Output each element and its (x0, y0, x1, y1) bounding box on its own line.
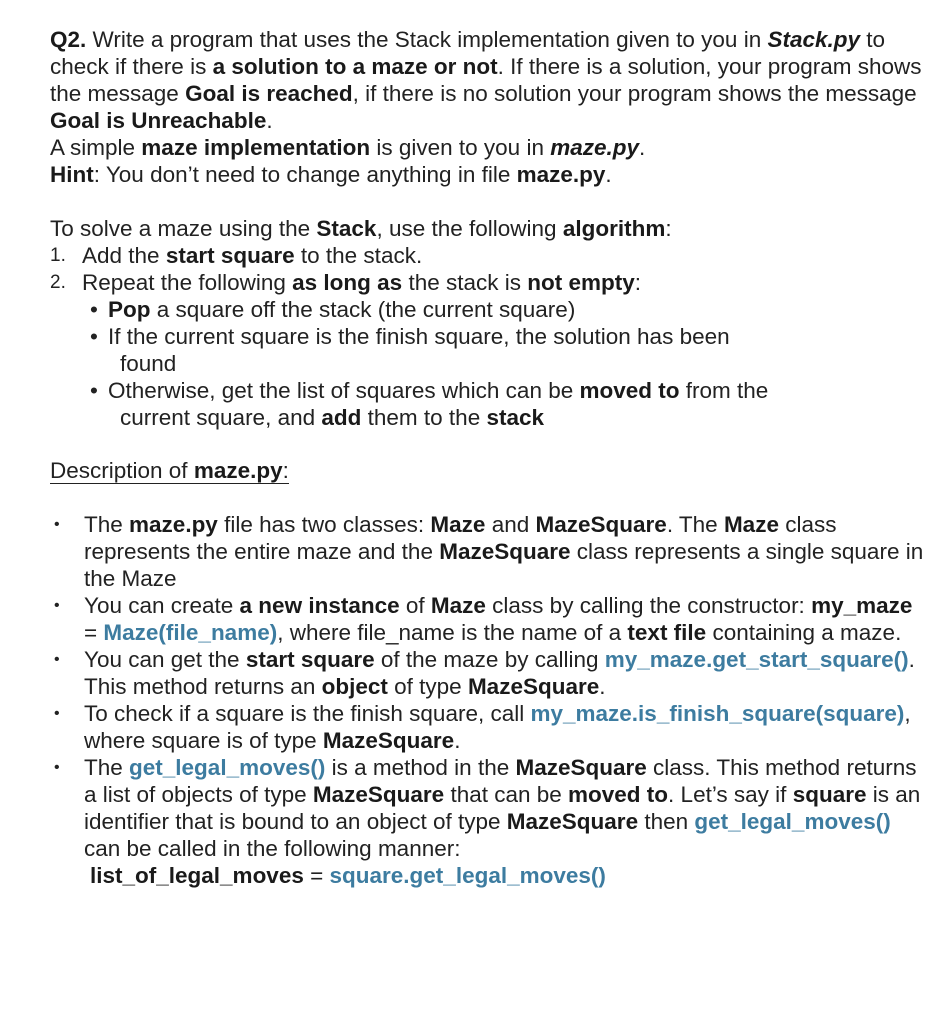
text: a square off the stack (the current square) (150, 297, 576, 322)
bold-text: Goal is Unreachable (50, 108, 267, 133)
text: Otherwise, get the list of squares which can be (108, 378, 580, 403)
text: to check if there is (50, 27, 886, 79)
text: . Let’s say if (668, 782, 793, 807)
text: is a method in the (325, 755, 516, 780)
text: of type (387, 674, 468, 699)
text: and (485, 512, 536, 537)
text: current square, and (120, 405, 322, 430)
bullet: • (54, 651, 60, 668)
text: can be called in the following manner: (84, 836, 461, 861)
text: class represents the entire maze and the (84, 512, 837, 564)
bold-text: add (321, 405, 362, 430)
bullet: • (90, 378, 98, 403)
text: . If there is a solution, your program shows the message (50, 54, 922, 106)
text: is given to you in (370, 135, 551, 160)
text: , use the following (376, 216, 563, 241)
text: from the (679, 378, 769, 403)
list-item (50, 242, 930, 269)
text: To solve a maze using the (50, 216, 317, 241)
bullet: • (54, 705, 60, 722)
bold-text: text file (627, 620, 707, 645)
text: . (639, 135, 646, 160)
text: : (282, 458, 289, 483)
bold-text: my_maze (811, 593, 913, 618)
bold-text: Pop (108, 297, 151, 322)
text: Description of (50, 458, 194, 483)
list-item (50, 269, 930, 431)
bold-text: Goal is reached (185, 81, 353, 106)
bold-text: object (321, 674, 388, 699)
bold-text: algorithm (562, 216, 666, 241)
code-text: square.get_legal_moves() (329, 863, 606, 888)
text: containing a maze. (706, 620, 902, 645)
text: : (665, 216, 672, 241)
question-label: Q2. (50, 27, 87, 52)
algorithm-intro (50, 215, 930, 242)
hint-label: Hint (50, 162, 94, 187)
code-text: my_maze.is_finish_square(square) (530, 701, 905, 726)
bold-text: Maze (723, 512, 779, 537)
algorithm-steps (50, 242, 930, 431)
bold-text: Stack (316, 216, 377, 241)
stack-filename: Stack.py (767, 27, 861, 52)
text: You can create (84, 593, 240, 618)
bullet: • (54, 516, 60, 533)
sub-steps (82, 296, 930, 431)
text: them to the (361, 405, 487, 430)
bold-text: MazeSquare (506, 809, 639, 834)
bold-text: Maze (430, 512, 486, 537)
code-text: get_legal_moves() (129, 755, 326, 780)
text: If the current square is the finish square, the solution has been (108, 324, 730, 349)
text: = (303, 863, 330, 888)
text: : You don’t need to change anything in file (93, 162, 517, 187)
list-item (50, 700, 930, 754)
bold-text: square (792, 782, 867, 807)
bold-text: Maze (430, 593, 486, 618)
code-text: Maze(file_name) (103, 620, 278, 645)
list-item (50, 646, 930, 700)
code-example (84, 862, 930, 889)
text: then (638, 809, 695, 834)
text: . (605, 162, 612, 187)
bold-text: MazeSquare (322, 728, 455, 753)
text: of the maze by calling (374, 647, 605, 672)
text: To check if a square is the finish square, call (84, 701, 531, 726)
step-number: 2. (50, 272, 66, 293)
description-list (50, 511, 930, 889)
bullet: • (90, 297, 98, 322)
bold-text: MazeSquare (467, 674, 600, 699)
bold-text: as long as (292, 270, 403, 295)
bold-text: maze.py (516, 162, 606, 187)
list-item (50, 754, 930, 889)
bold-text: not empty (527, 270, 635, 295)
bold-text: a new instance (239, 593, 400, 618)
text: . The (666, 512, 724, 537)
text: file has two classes: (217, 512, 431, 537)
text: The (84, 755, 130, 780)
text: class represents a single square in the Maze (84, 539, 924, 591)
text: . This method returns an (84, 647, 915, 699)
text: . (266, 108, 273, 133)
text: The (84, 512, 130, 537)
text: , where file_name is the name of a (277, 620, 628, 645)
text: . (599, 674, 606, 699)
bold-text: list_of_legal_moves (90, 863, 304, 888)
bold-text: maze.py (193, 458, 283, 483)
text: , where square is of type (84, 701, 911, 753)
bullet: • (54, 759, 60, 776)
bold-text: a solution to a maze or not (212, 54, 498, 79)
text: the stack is (402, 270, 528, 295)
list-item (90, 377, 930, 431)
bold-text: moved to (579, 378, 680, 403)
bold-text: moved to (568, 782, 669, 807)
bullet: • (54, 597, 60, 614)
list-item (90, 296, 930, 323)
code-text: my_maze.get_start_square() (604, 647, 909, 672)
document (50, 26, 930, 889)
bullet: • (90, 324, 98, 349)
step-number: 1. (50, 245, 66, 266)
text: : (634, 270, 642, 295)
text: A simple (50, 135, 142, 160)
bold-text: maze.py (129, 512, 218, 537)
code-text: get_legal_moves() (694, 809, 891, 834)
text: , if there is no solution your program shows the message (352, 81, 917, 106)
text: of (399, 593, 431, 618)
text: is an identifier that is bound to an object of type (84, 782, 921, 834)
text: = (84, 620, 104, 645)
question-paragraph (50, 26, 930, 188)
bold-text: stack (486, 405, 545, 430)
maze-filename: maze.py (550, 135, 640, 160)
text: class. This method returns a list of objects of type (84, 755, 917, 807)
bold-text: MazeSquare (535, 512, 667, 537)
list-item (50, 592, 930, 646)
bold-text: maze implementation (141, 135, 371, 160)
text: . (454, 728, 461, 753)
text: You can get the (84, 647, 246, 672)
text: that can be (444, 782, 569, 807)
text: class by calling the constructor: (485, 593, 812, 618)
bold-text: MazeSquare (515, 755, 647, 780)
description-heading (50, 458, 289, 484)
bold-text: start square (245, 647, 375, 672)
text: to the stack. (294, 243, 423, 268)
list-item (50, 511, 930, 592)
bold-text: MazeSquare (312, 782, 445, 807)
bold-text: start square (165, 243, 295, 268)
list-item (90, 323, 930, 377)
text: Add the (82, 243, 166, 268)
bold-text: MazeSquare (439, 539, 571, 564)
text: Write a program that uses the Stack implementation given to you in (86, 27, 768, 52)
text: found (120, 351, 177, 376)
text: Repeat the following (82, 270, 293, 295)
